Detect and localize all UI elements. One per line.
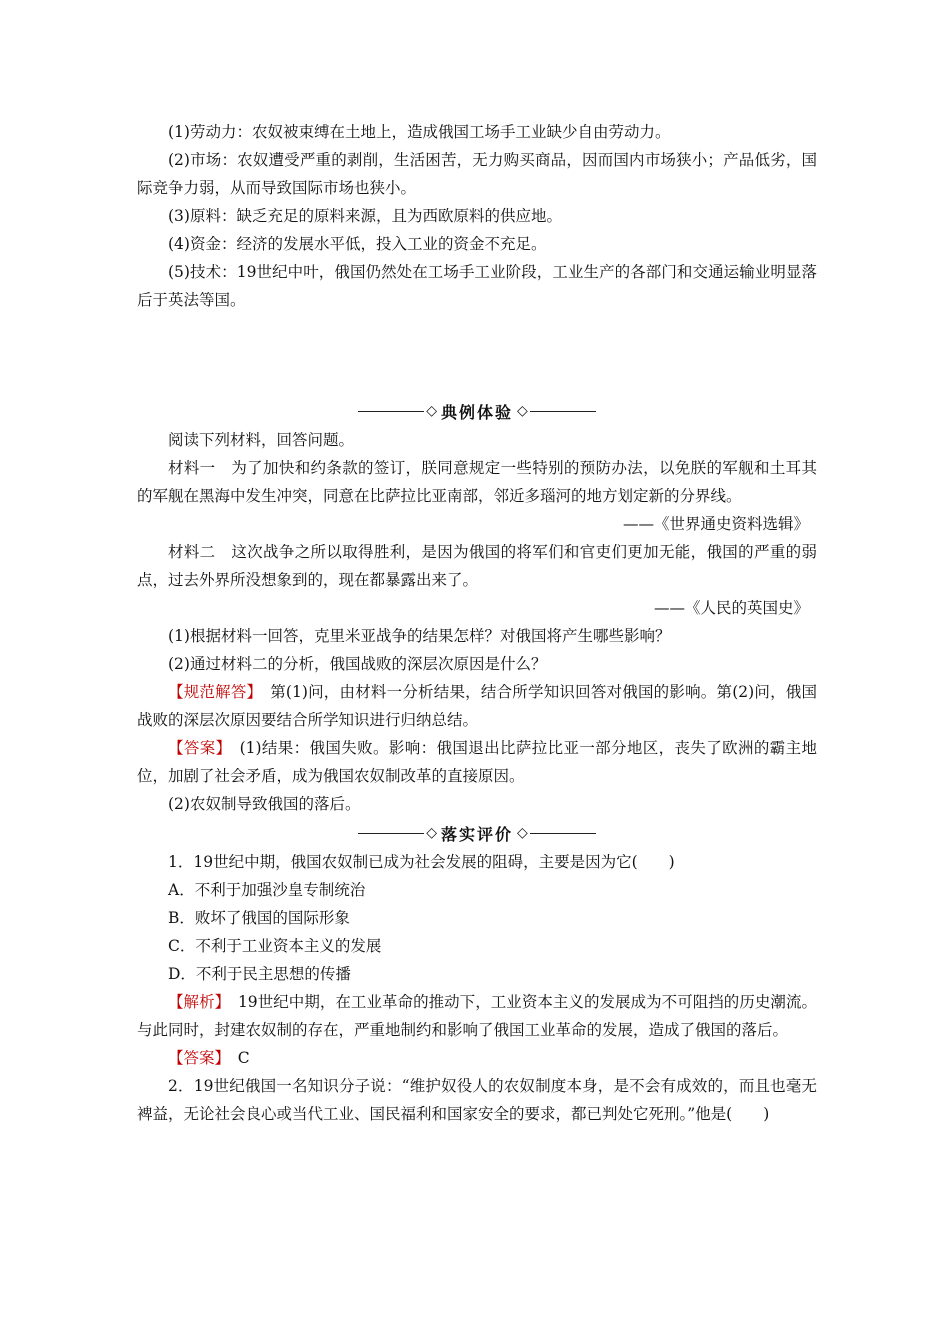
material-one: 材料一 为了加快和约条款的签订，朕同意规定一些特别的预防办法，以免朕的军舰和土耳其的军舰在黑海中发生冲突，同意在比萨拉比亚南部，邻近多瑙河的地方划定新的分界线。 — [137, 459, 817, 505]
answer-paragraph-2: (2)农奴制导致俄国的落后。 — [168, 795, 361, 813]
question-one: (1)根据材料一回答，克里米亚战争的结果怎样？对俄国将产生哪些影响？ — [168, 627, 671, 645]
intro-item-capital: (4)资金：经济的发展水平低，投入工业的资金不充足。 — [168, 235, 547, 253]
divider — [530, 411, 596, 412]
option-b: B．败坏了俄国的国际形象 — [168, 909, 350, 927]
diamond-icon: ◇ — [517, 825, 528, 841]
analysis-tag: 【解析】 — [168, 993, 223, 1011]
option-d: D．不利于民主思想的传播 — [168, 965, 351, 983]
intro-item-technology: (5)技术：19世纪中叶，俄国仍然处在工场手工业阶段，工业生产的各部门和交通运输业明显落后于英法等国。 — [137, 263, 817, 309]
section-title: 典例体验 — [440, 402, 513, 422]
answer-tag: 【答案】 — [168, 1049, 223, 1067]
answer-value: C — [222, 1049, 250, 1067]
material-two: 材料二 这次战争之所以取得胜利，是因为俄国的将军们和官吏们更加无能，俄国的严重的弱点，过去外界所没想象到的，现在都暴露出来了。 — [137, 543, 817, 589]
question-2-stem: 2．19世纪俄国一名知识分子说：“维护奴役人的农奴制度本身，是不会有成效的，而且也毫无裨益，无论社会良心或当代工业、国民福利和国家安全的要求，都已判处它死刑。”他是( ) — [137, 1077, 817, 1123]
divider — [358, 411, 424, 412]
document-page — [137, 118, 817, 1128]
intro-item-materials: (3)原料：缺乏充足的原料来源，且为西欧原料的供应地。 — [168, 207, 562, 225]
material-one-source: ——《世界通史资料选辑》 — [622, 515, 809, 533]
diamond-icon: ◇ — [517, 403, 528, 419]
analysis-paragraph — [137, 988, 817, 1044]
reading-prompt: 阅读下列材料，回答问题。 — [168, 431, 355, 449]
guide-tag: 【规范解答】 — [168, 683, 255, 701]
answer-tag: 【答案】 — [168, 739, 224, 757]
section-header-examples — [137, 396, 817, 426]
material-two-source: ——《人民的英国史》 — [653, 599, 809, 617]
standard-answer-guide — [137, 678, 817, 734]
answer-text: (1)结果：俄国失败。影响：俄国退出比萨拉比亚一部分地区，丧失了欧洲的霸主地位，加剧了社会矛盾，成为俄国农奴制改革的直接原因。 — [137, 739, 817, 785]
section-title: 落实评价 — [440, 824, 513, 844]
guide-text: 第(1)问，由材料一分析结果，结合所学知识回答对俄国的影响。第(2)问，俄国战败的深层次原因要结合所学知识进行归纳总结。 — [137, 683, 817, 729]
section-header-evaluation — [137, 818, 817, 848]
intro-item-labor: (1)劳动力：农奴被束缚在土地上，造成俄国工场手工业缺少自由劳动力。 — [168, 123, 671, 141]
divider — [530, 833, 596, 834]
question-two: (2)通过材料二的分析，俄国战败的深层次原因是什么？ — [168, 655, 547, 673]
answer-1 — [137, 1044, 817, 1072]
diamond-icon: ◇ — [426, 403, 437, 419]
answer-paragraph — [137, 734, 817, 790]
question-1-stem: 1．19世纪中期，俄国农奴制已成为社会发展的阻碍，主要是因为它( ) — [168, 853, 675, 871]
analysis-text: 19世纪中期，在工业革命的推动下，工业资本主义的发展成为不可阻挡的历史潮流。与此同时，封建农奴制的存在，严重地制约和影响了俄国工业革命的发展，造成了俄国的落后。 — [137, 993, 817, 1039]
diamond-icon: ◇ — [426, 825, 437, 841]
intro-item-market: (2)市场：农奴遭受严重的剥削，生活困苦，无力购买商品，因而国内市场狭小；产品低劣，国际竞争力弱，从而导致国际市场也狭小。 — [137, 151, 817, 197]
option-a: A．不利于加强沙皇专制统治 — [168, 881, 366, 899]
divider — [358, 833, 424, 834]
option-c: C．不利于工业资本主义的发展 — [168, 937, 382, 955]
